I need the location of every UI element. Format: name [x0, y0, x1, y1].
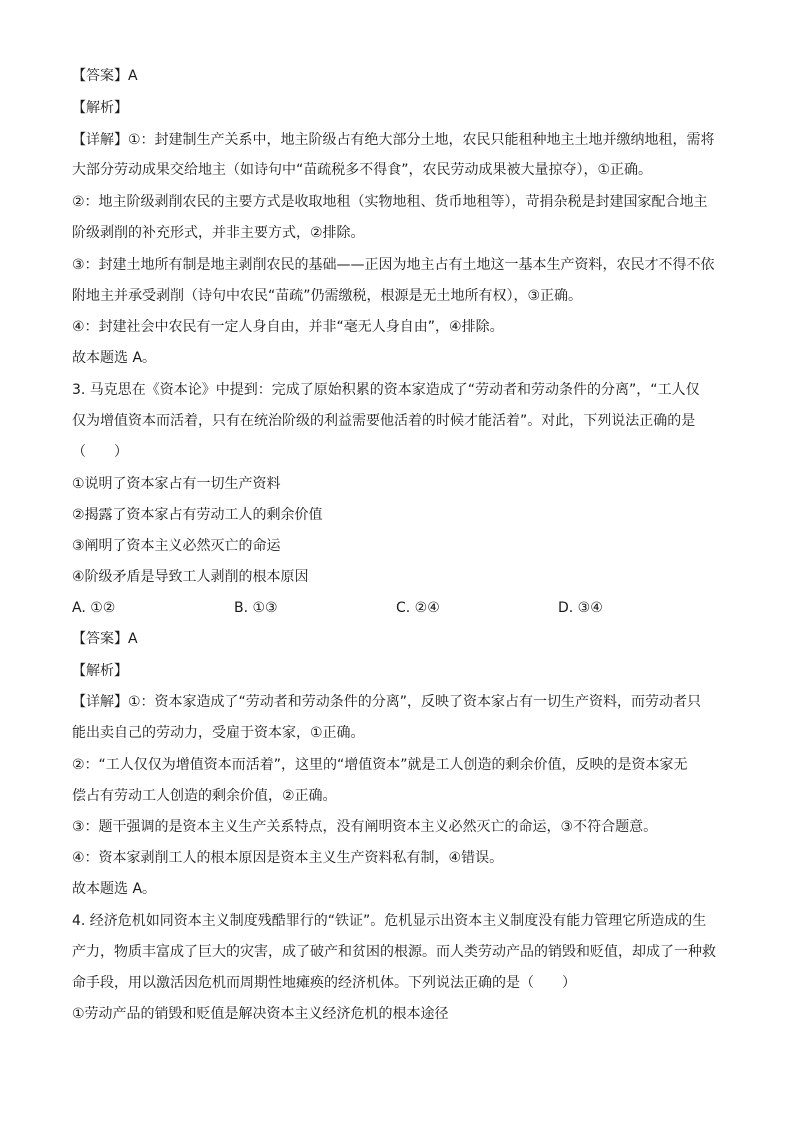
q3-stem-line: 仅为增值资本而活着，只有在统治阶级的利益需要他活着的时候才能活着”。对此，下列说法正确的是	[72, 413, 696, 429]
q3-statement: ④阶级矛盾是导致工人剥削的根本原因	[72, 569, 309, 585]
q3-detail-line: ④：资本家剥削工人的根本原因是资本主义生产资料私有制，④错误。	[72, 850, 504, 866]
q2-answer: 【答案】A	[72, 68, 138, 84]
q3-detail-line: 【详解】①：资本家造成了“劳动者和劳动条件的分离”，反映了资本家占有一切生产资料，而劳动者只	[72, 694, 702, 710]
q4-stem-line: 4. 经济危机如同资本主义制度残酷罪行的“铁证”。危机显示出资本主义制度没有能力管理它所造成的生	[72, 913, 707, 929]
q2-detail-line: 【详解】①：封建制生产关系中，地主阶级占有绝大部分土地，农民只能租种地主土地并缴纳地租，需将	[72, 132, 715, 148]
q3-detail-line: 能出卖自己的劳动力，受雇于资本家，①正确。	[72, 725, 365, 741]
q3-stem-line: （ ）	[72, 444, 128, 460]
q3-detail-line: ②：“工人仅仅为增值资本而活着”，这里的“增值资本”就是工人创造的剩余价值，反映的是资本家无	[72, 757, 688, 773]
q3-statement: ②揭露了资本家占有劳动工人的剩余价值	[72, 507, 323, 523]
q4-statement: ①劳动产品的销毁和贬值是解决资本主义经济危机的根本途径	[72, 1006, 449, 1022]
q2-detail-line: 大部分劳动成果交给地主（如诗句中“苗疏税多不得食”，农民劳动成果被大量掠夺），①正确。	[72, 162, 653, 178]
q3-option-d: D. ③④	[558, 600, 603, 616]
q3-conclusion: 故本题选 A。	[72, 881, 157, 897]
q3-option-c: C. ②④	[396, 600, 440, 616]
q3-detail-line: 偿占有劳动工人创造的剩余价值，②正确。	[72, 788, 337, 804]
q3-statement: ③阐明了资本主义必然灭亡的命运	[72, 538, 281, 554]
q2-detail-line: 附地主并承受剥削（诗句中农民“苗疏”仍需缴税，根源是无土地所有权），③正确。	[72, 288, 583, 304]
q2-detail-line: ②：地主阶级剥削农民的主要方式是收取地租（实物地租、货币地租等），苛捐杂税是封建国家配合地主	[72, 194, 708, 210]
q3-stem-line: 3. 马克思在《资本论》中提到：完成了原始积累的资本家造成了“劳动者和劳动条件的分离”，“工人仅	[72, 382, 700, 398]
q4-stem-line: 命手段，用以激活因危机而周期性地瘫痪的经济机体。下列说法正确的是（ ）	[72, 975, 576, 991]
q3-option-a: A. ①②	[72, 600, 116, 616]
q2-detail-line: 阶级剥削的补充形式，并非主要方式，②排除。	[72, 225, 365, 241]
q3-analysis-label: 【解析】	[72, 663, 128, 679]
q3-detail-line: ③：题干强调的是资本主义生产关系特点，没有阐明资本主义必然灭亡的命运，③不符合题意。	[72, 819, 658, 835]
q3-answer: 【答案】A	[72, 631, 138, 647]
q2-conclusion: 故本题选 A。	[72, 350, 157, 366]
q2-detail-line: ③：封建土地所有制是地主剥削农民的基础——正因为地主占有土地这一基本生产资料，农民才不得不依	[72, 257, 715, 273]
q3-statement: ①说明了资本家占有一切生产资料	[72, 476, 281, 492]
q2-analysis-label: 【解析】	[72, 100, 128, 116]
q3-option-b: B. ①③	[234, 600, 278, 616]
q2-detail-line: ④：封建社会中农民有一定人身自由，并非“毫无人身自由”，④排除。	[72, 319, 504, 335]
q4-stem-line: 产力，物质丰富成了巨大的灾害，成了破产和贫困的根源。而人类劳动产品的销毁和贬值，却成了一种救	[72, 944, 716, 960]
